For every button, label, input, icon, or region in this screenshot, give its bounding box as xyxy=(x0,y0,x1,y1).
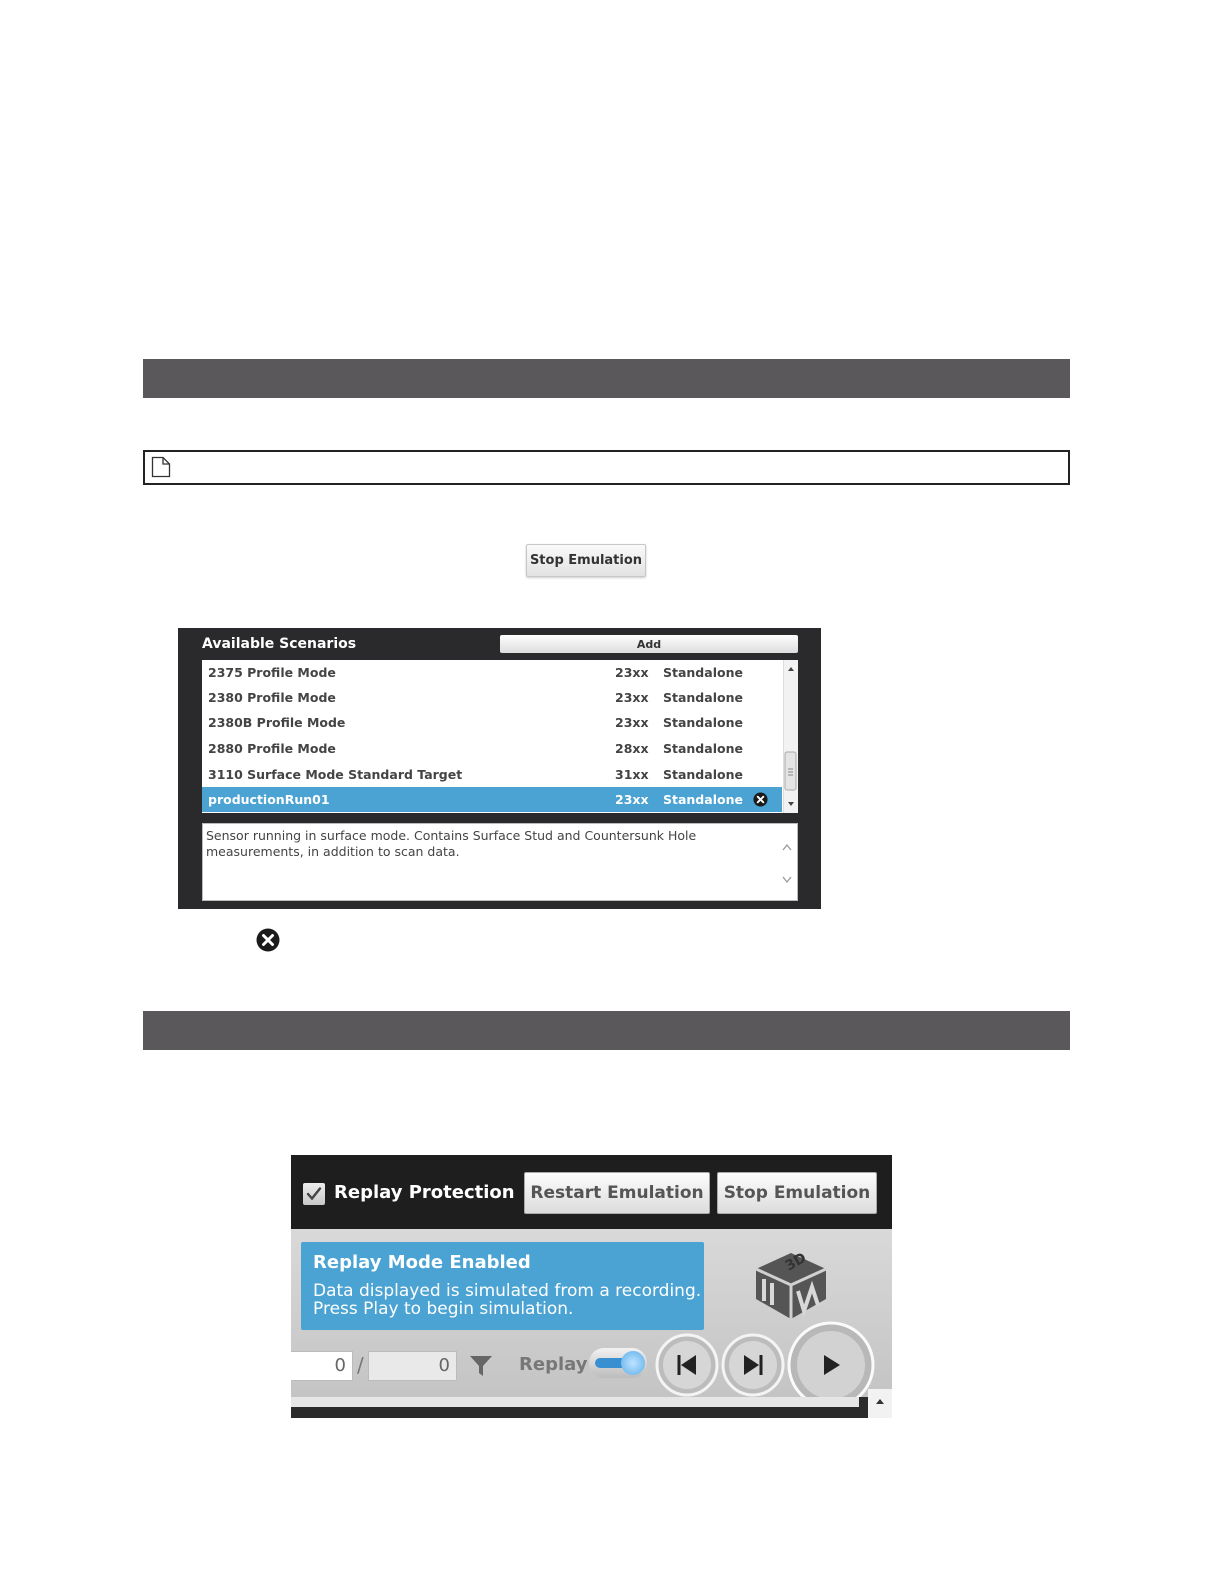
banner-line: Data displayed is simulated from a recording. xyxy=(313,1281,702,1301)
banner-message xyxy=(313,1282,703,1318)
replay-toggle[interactable] xyxy=(589,1348,647,1378)
panel-scrollbar[interactable] xyxy=(868,1389,892,1418)
replay-label: Replay xyxy=(519,1354,588,1375)
filter-icon[interactable] xyxy=(468,1353,494,1383)
scenario-row-selected[interactable] xyxy=(202,787,782,812)
scenario-mode: Standalone xyxy=(663,741,743,756)
scenario-row[interactable] xyxy=(202,660,782,685)
scenario-row[interactable] xyxy=(202,762,782,787)
note-box xyxy=(143,450,1070,485)
scenario-series: 28xx xyxy=(615,741,649,756)
scenario-row[interactable] xyxy=(202,685,782,710)
replay-status-area xyxy=(291,1229,892,1397)
stop-emulation-button[interactable]: Stop Emulation xyxy=(526,544,646,577)
scenario-name: 2880 Profile Mode xyxy=(208,741,336,756)
scenario-name: 2380 Profile Mode xyxy=(208,690,336,705)
svg-text:3D: 3D xyxy=(782,1249,810,1275)
list-scrollbar[interactable] xyxy=(783,660,798,813)
scenario-mode: Standalone xyxy=(663,690,743,705)
scenario-name: 2380B Profile Mode xyxy=(208,715,346,730)
scenario-row[interactable] xyxy=(202,710,782,735)
scenario-mode: Standalone xyxy=(663,665,743,680)
logo-3d-icon xyxy=(746,1239,836,1333)
replay-toolbar xyxy=(291,1155,892,1229)
restart-emulation-button[interactable]: Restart Emulation xyxy=(524,1172,710,1214)
scenario-row[interactable] xyxy=(202,736,782,761)
description-scroll-arrows[interactable] xyxy=(781,842,793,886)
section-header-bar xyxy=(143,1011,1070,1050)
delete-icon[interactable] xyxy=(753,792,768,807)
scenario-name: productionRun01 xyxy=(208,792,330,807)
current-frame-field[interactable]: 0 xyxy=(291,1351,353,1381)
skip-back-icon[interactable] xyxy=(655,1333,719,1401)
replay-panel xyxy=(291,1155,892,1418)
replay-bottom-bar xyxy=(291,1397,892,1418)
scenario-series: 23xx xyxy=(615,665,649,680)
scenarios-title: Available Scenarios xyxy=(202,636,357,652)
total-frames-field: 0 xyxy=(368,1351,457,1381)
scenario-series: 23xx xyxy=(615,715,649,730)
replay-protection-checkbox[interactable] xyxy=(303,1183,325,1205)
section-header-bar xyxy=(143,359,1070,398)
scenarios-panel xyxy=(178,628,821,909)
stop-emulation-button[interactable]: Stop Emulation xyxy=(717,1172,877,1214)
scenario-mode: Standalone xyxy=(663,767,743,782)
replay-protection-label: Replay Protection xyxy=(334,1182,515,1203)
banner-title: Replay Mode Enabled xyxy=(313,1252,531,1273)
banner-line: Press Play to begin simulation. xyxy=(313,1299,574,1319)
document-icon xyxy=(151,456,171,482)
description-text: Sensor running in surface mode. Contains Surface Stud and Countersunk Hole measurements, in addition to scan data. xyxy=(206,828,697,859)
scenario-mode: Standalone xyxy=(663,792,743,807)
scenario-description xyxy=(202,823,798,901)
scenario-series: 23xx xyxy=(615,690,649,705)
scenario-list xyxy=(202,660,798,813)
scenario-name: 3110 Surface Mode Standard Target xyxy=(208,767,463,782)
add-scenario-button[interactable]: Add xyxy=(500,635,798,653)
replay-mode-banner xyxy=(301,1242,704,1330)
scenario-series: 31xx xyxy=(615,767,649,782)
delete-icon xyxy=(256,928,280,956)
skip-forward-icon[interactable] xyxy=(721,1333,785,1401)
frame-separator: / xyxy=(357,1353,364,1377)
scenario-mode: Standalone xyxy=(663,715,743,730)
scenario-name: 2375 Profile Mode xyxy=(208,665,336,680)
scenario-series: 23xx xyxy=(615,792,649,807)
